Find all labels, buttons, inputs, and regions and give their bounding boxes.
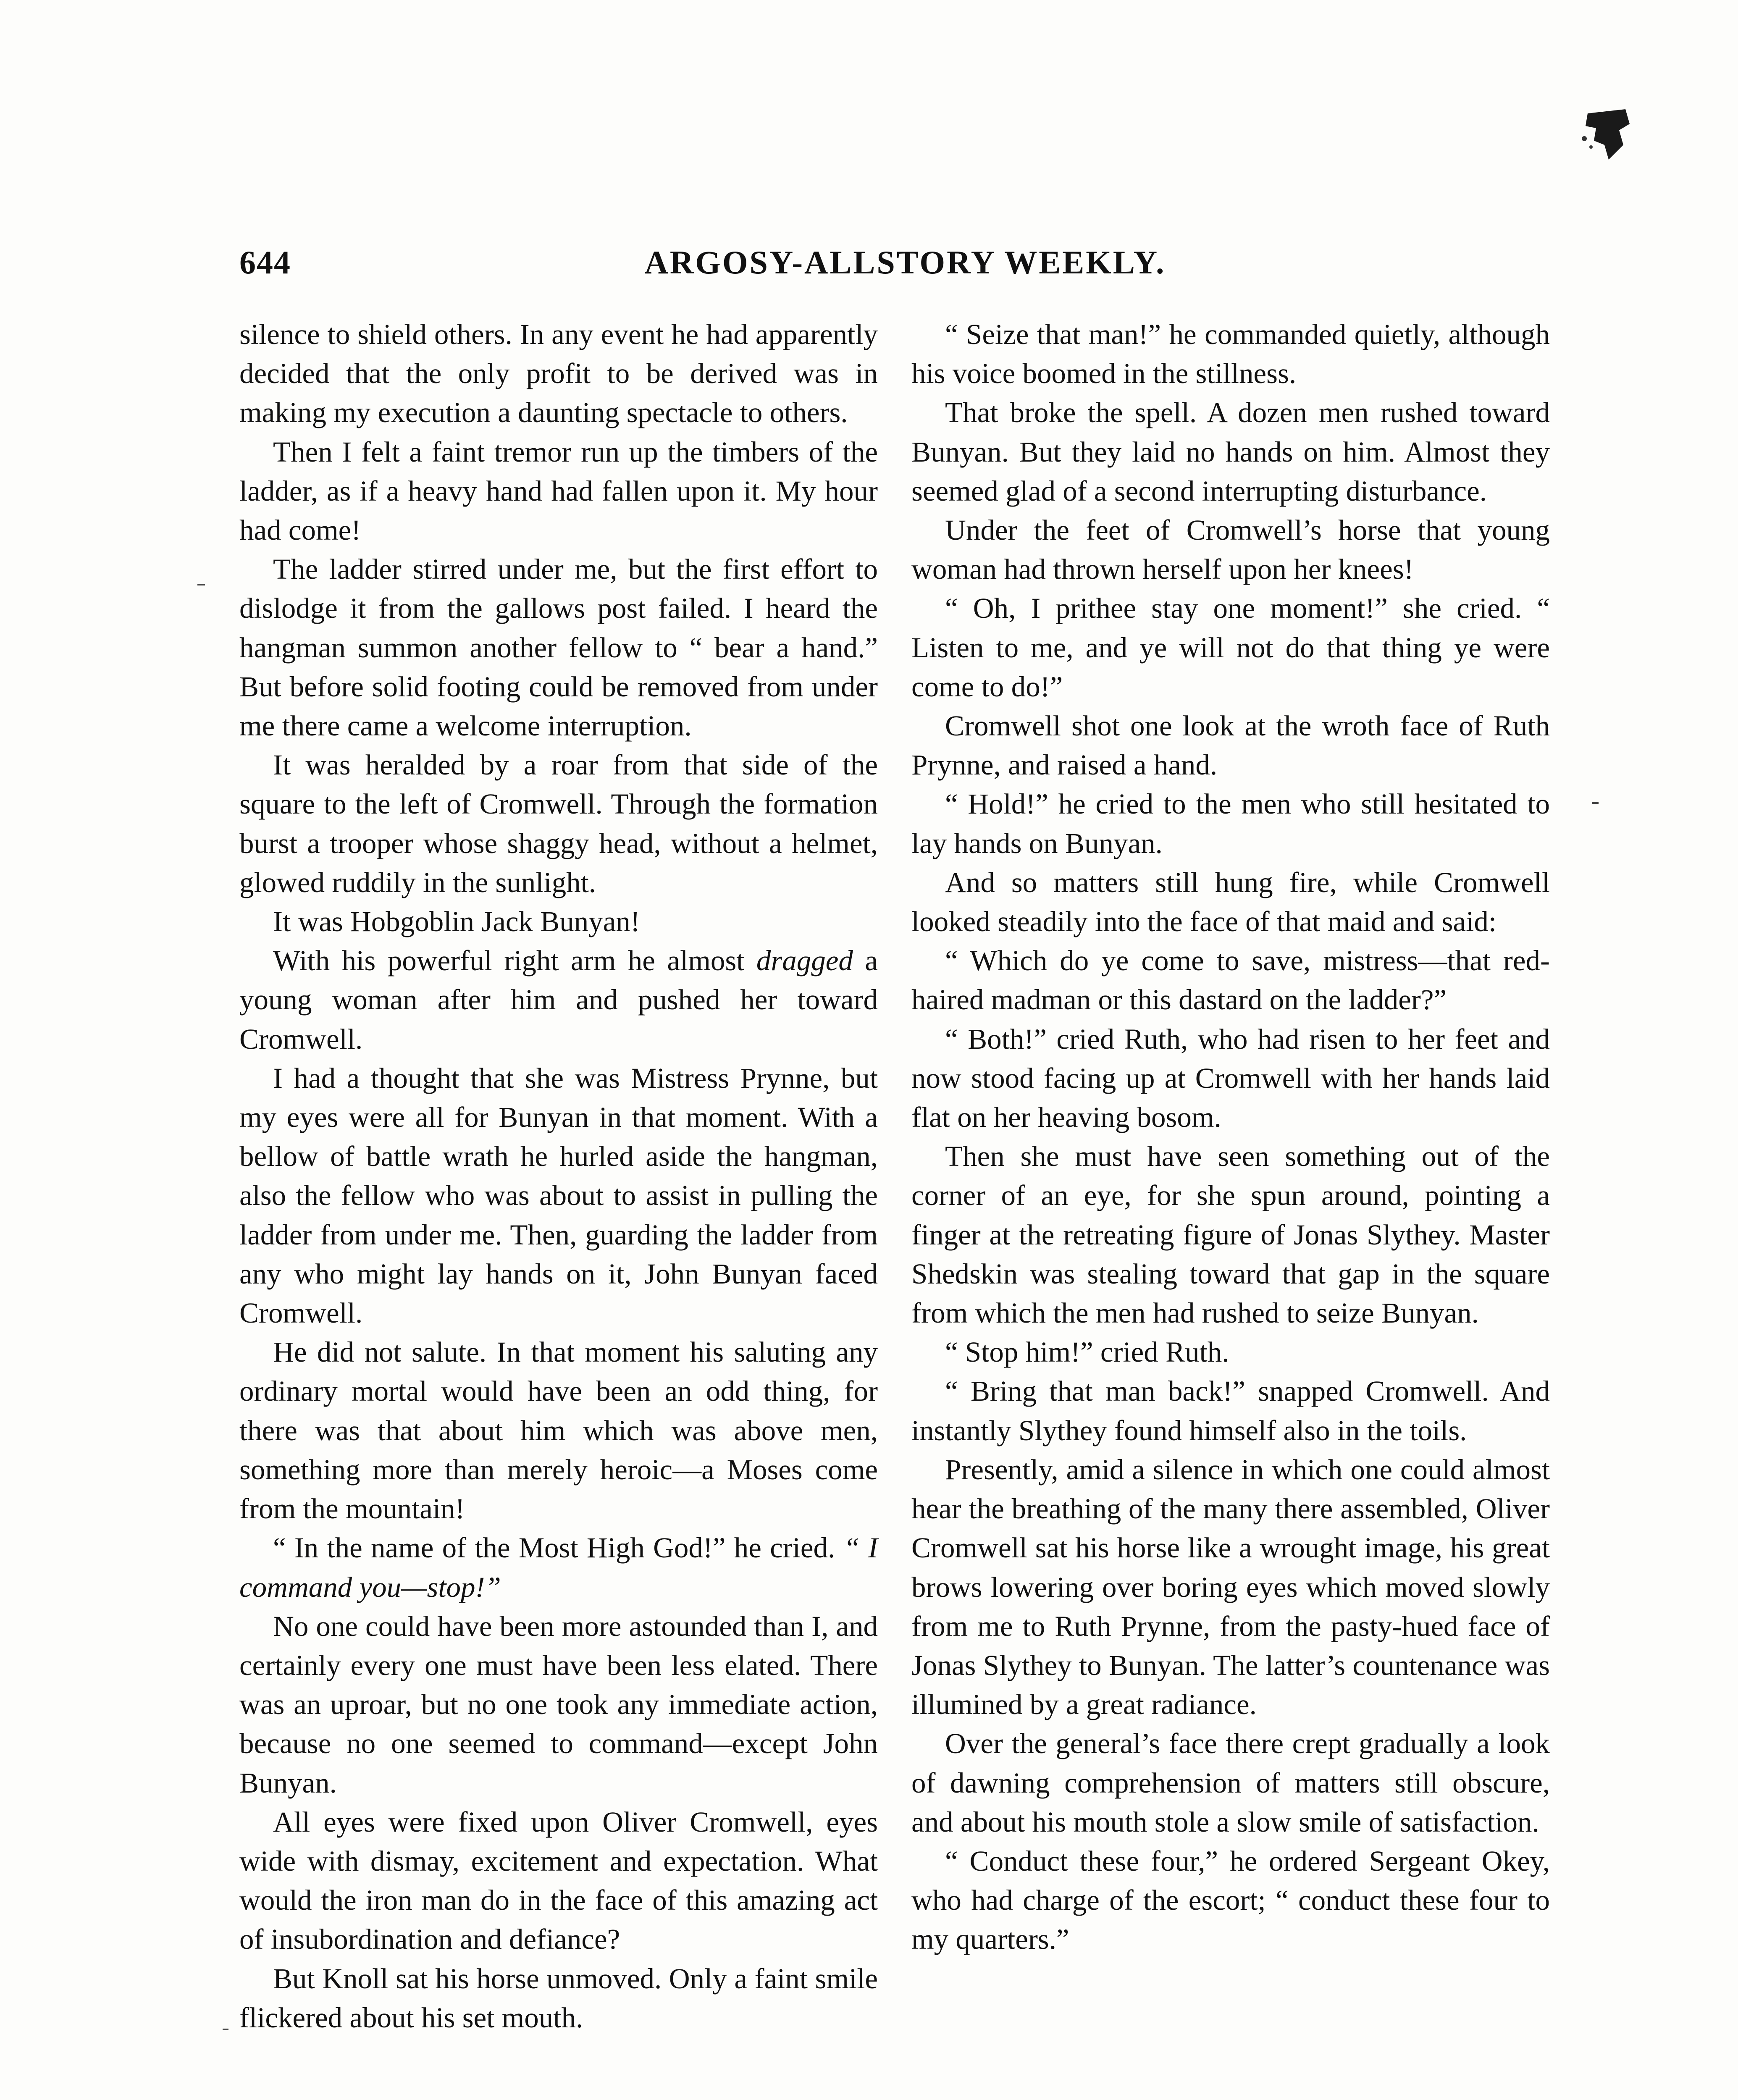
paragraph: “ Bring that man back!” snapped Cromwell. And instantly Slythey found himself also in the toils. [911, 1375, 1550, 1446]
right-column [911, 315, 1550, 1959]
ink-blot-icon [1579, 105, 1634, 164]
paragraph: I had a thought that she was Mistress Prynne, but my eyes were all for Bunyan in that moment. With a bellow of battle wrath he hurled aside the hangman, also the fellow who was about to assist in pulling the ladder from under me. Then, guarding the ladder from any who might lay hands on it, John Bunyan faced Cromwell. [239, 1062, 878, 1329]
text-run: With his powerful right arm he almost [273, 945, 756, 977]
paragraph: “ Seize that man!” he commanded quietly, although his voice boomed in the stillness. [911, 318, 1550, 390]
paragraph: “ Conduct these four,” he ordered Sergeant Okey, who had charge of the escort; “ conduct these four to my quarters.” [911, 1845, 1550, 1956]
paragraph: And so matters still hung fire, while Cromwell looked steadily into the face of that maid and said: [911, 866, 1550, 938]
paragraph: “ Which do ye come to save, mistress—that red-haired madman or this dastard on the ladder?” [911, 945, 1550, 1016]
emphasis: “ I command you—stop!” [239, 1532, 878, 1603]
paragraph [239, 1528, 878, 1606]
margin-mark [197, 584, 205, 585]
paragraph: “ Stop him!” cried Ruth. [945, 1336, 1229, 1368]
paragraph: But Knoll sat his horse unmoved. Only a faint smile flickered about his set mouth. [239, 1962, 878, 2034]
paragraph: Cromwell shot one look at the wroth face of Ruth Prynne, and raised a hand. [911, 710, 1550, 781]
page-header [239, 244, 1571, 294]
page-number: 644 [239, 244, 291, 281]
paragraph: silence to shield others. In any event he had apparently decided that the only profit to be derived was in making my execution a daunting spectacle to others. [239, 318, 878, 429]
text-run: a young woman after him and pushed her toward Cromwell. [239, 945, 878, 1055]
paragraph: “ Oh, I prithee stay one moment!” she cried. “ Listen to me, and ye will not do that thing ye were come to do!” [911, 592, 1550, 703]
paragraph: Then I felt a faint tremor run up the timbers of the ladder, as if a heavy hand had fallen upon it. My hour had come! [239, 436, 878, 546]
paragraph: He did not salute. In that moment his saluting any ordinary mortal would have been an odd thing, for there was that about him which was above men, something more than merely heroic—a Moses come from the mountain! [239, 1336, 878, 1525]
paragraph: That broke the spell. A dozen men rushed toward Bunyan. But they laid no hands on him. Almost they seemed glad of a second interrupting disturbance. [911, 396, 1550, 507]
paragraph [239, 941, 878, 1059]
paragraph: It was Hobgoblin Jack Bunyan! [273, 906, 640, 938]
paragraph: It was heralded by a roar from that side of the square to the left of Cromwell. Through the formation burst a trooper whose shaggy head, without a helmet, glowed ruddily in the sunlight. [239, 749, 878, 898]
paragraph: “ Both!” cried Ruth, who had risen to her feet and now stood facing up at Cromwell with her hands laid flat on her heaving bosom. [911, 1023, 1550, 1134]
margin-mark [223, 2029, 228, 2030]
paragraph: The ladder stirred under me, but the first effort to dislodge it from the gallows post failed. I heard the hangman summon another fellow to “ bear a hand.” But before solid footing could be removed from under me there came a welcome interruption. [239, 553, 878, 742]
left-column [239, 315, 878, 2037]
paragraph: “ Hold!” he cried to the men who still hesitated to lay hands on Bunyan. [911, 788, 1550, 859]
paragraph: Under the feet of Cromwell’s horse that young woman had thrown herself upon her knees! [911, 514, 1550, 585]
paragraph: Presently, amid a silence in which one could almost hear the breathing of the many there assembled, Oliver Cromwell sat his horse like a wrought image, his great brows lowering over boring eyes which moved slowly from me to Ruth Prynne, from the pasty-hued face of Jonas Slythey to Bunyan. The latter’s countenance was illumined by a great radiance. [911, 1453, 1550, 1721]
paragraph: Over the general’s face there crept gradually a look of dawning comprehension of matters still obscure, and about his mouth stole a slow smile of satisfaction. [911, 1727, 1550, 1838]
running-title: ARGOSY-ALLSTORY WEEKLY. [644, 244, 1166, 281]
paragraph: Then she must have seen something out of the corner of an eye, for she spun around, pointing a finger at the retreating figure of Jonas Slythey. Master Shedskin was stealing toward that gap in the square from which the men had rushed to seize Bunyan. [911, 1140, 1550, 1329]
paragraph: All eyes were fixed upon Oliver Cromwell, eyes wide with dismay, excitement and expectation. What would the iron man do in the face of this amazing act of insubordination and defiance? [239, 1806, 878, 1956]
margin-mark [1592, 802, 1599, 804]
paragraph: No one could have been more astounded than I, and certainly every one must have been less elated. There was an uproar, but no one took any immediate action, because no one seemed to command—except John Bunyan. [239, 1610, 878, 1799]
text-run: “ In the name of the Most High God!” he cried. [273, 1532, 844, 1564]
emphasis: dragged [756, 945, 853, 977]
